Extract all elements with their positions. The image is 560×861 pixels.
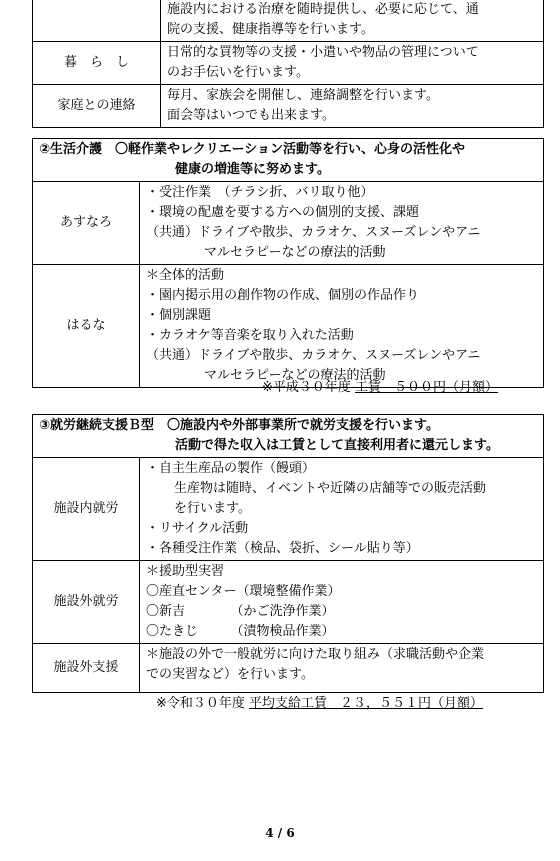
life-care-table — [32, 138, 544, 388]
row-content — [140, 265, 544, 388]
table-row — [33, 265, 544, 388]
section-title: ②生活介護 〇軽作業やレクリエーション活動等を行い、心身の活性化や — [39, 142, 465, 157]
content-line: ・受注作業 （チラシ折、バリ取り他） — [146, 185, 374, 200]
content-line: マルセラピーなどの療法的活動 — [204, 368, 386, 383]
table-row — [33, 458, 544, 561]
row-label: 家庭との連絡 — [33, 85, 161, 128]
row-label: 施設内就労 — [33, 458, 140, 561]
content-line: ・カラオケ等音楽を取り入れた活動 — [146, 328, 354, 343]
content-line: ・園内掲示用の創作物の作成、個別の作品作り — [146, 288, 420, 303]
content-line: 〇産直センター（環境整備作業） — [146, 584, 341, 599]
note-prefix: ※平成３０年度 — [262, 380, 351, 395]
table-row — [33, 42, 544, 85]
content-line: 面会等はいつでも出来ます。 — [167, 108, 335, 123]
page-number: 4 / 6 — [265, 826, 295, 840]
average-wage-note — [156, 692, 483, 711]
content-line: ＊全体的活動 — [146, 268, 225, 283]
content-line: ＊援助型実習 — [146, 564, 225, 579]
employment-support-table — [32, 414, 544, 693]
table-row — [33, 561, 544, 644]
content-line: を行います。 — [174, 501, 251, 516]
note-value: 平均支給工賃 ２３，５５１円（月額） — [249, 696, 484, 711]
content-line: ・リサイクル活動 — [146, 521, 249, 536]
content-line: （共通）ドライブや散歩、カラオケ、スヌーズレンやアニ — [146, 348, 481, 363]
row-content — [140, 182, 544, 265]
row-label: はるな — [33, 265, 140, 388]
row-label: 施設外支援 — [33, 644, 140, 693]
content-line: ＊施設の外で一般就労に向けた取り組み（求職活動や企業 — [146, 647, 485, 662]
services-table — [32, 0, 544, 128]
section-subtitle: 健康の増進等に努めます。 — [175, 162, 330, 177]
content-line: のお手伝いを行います。 — [167, 65, 309, 80]
section-subtitle: 活動で得た収入は工賃として直接利用者に還元します。 — [175, 438, 499, 453]
row-content — [161, 85, 544, 128]
table-row — [33, 644, 544, 693]
content-line: での実習など）を行います。 — [146, 667, 314, 682]
content-line: ・各種受注作業（検品、袋折、シール貼り等） — [146, 541, 419, 556]
table-row — [33, 0, 544, 42]
table-row — [33, 85, 544, 128]
section-header-row — [33, 139, 544, 182]
content-line: （共通）ドライブや散歩、カラオケ、スヌーズレンやアニ — [146, 225, 481, 240]
section-title: ③就労継続支援Ｂ型 〇施設内や外部事業所で就労支援を行います。 — [39, 418, 439, 433]
row-content — [140, 561, 544, 644]
content-line: ・自主生産品の製作（饅頭） — [146, 461, 316, 476]
note-value: 工賃 ５００円（月額） — [355, 380, 499, 395]
row-content — [140, 644, 544, 693]
section-header — [33, 139, 544, 182]
row-label: 施設外就労 — [33, 561, 140, 644]
row-label: あすなろ — [33, 182, 140, 265]
row-content — [140, 458, 544, 561]
row-label: 暮 ら し — [33, 42, 161, 85]
content-line: 〇新吉 （かご洗浄作業） — [146, 604, 335, 619]
table-row — [33, 182, 544, 265]
content-line: 毎月、家族会を開催し、連絡調整を行います。 — [167, 88, 439, 103]
content-line: 院の支援、健康指導等を行います。 — [167, 22, 374, 37]
section-header — [33, 415, 544, 458]
content-line: マルセラピーなどの療法的活動 — [204, 245, 386, 260]
content-line: 〇たきじ （漬物検品作業） — [146, 624, 335, 639]
content-line: ・個別課題 — [146, 308, 212, 323]
content-line: 生産物は随時、イベントや近隣の店舗等での販売活動 — [174, 481, 487, 496]
wage-note — [262, 376, 498, 395]
note-prefix: ※令和３０年度 — [156, 696, 245, 711]
row-content — [161, 0, 544, 42]
content-line: 施設内における治療を随時提供し、必要に応じて、通 — [167, 2, 479, 17]
content-line: 日常的な買物等の支援・小遣いや物品の管理について — [167, 45, 479, 60]
row-label — [33, 0, 161, 42]
section-header-row — [33, 415, 544, 458]
content-line: ・環境の配慮を要する方への個別的支援、課題 — [146, 205, 420, 220]
row-content — [161, 42, 544, 85]
